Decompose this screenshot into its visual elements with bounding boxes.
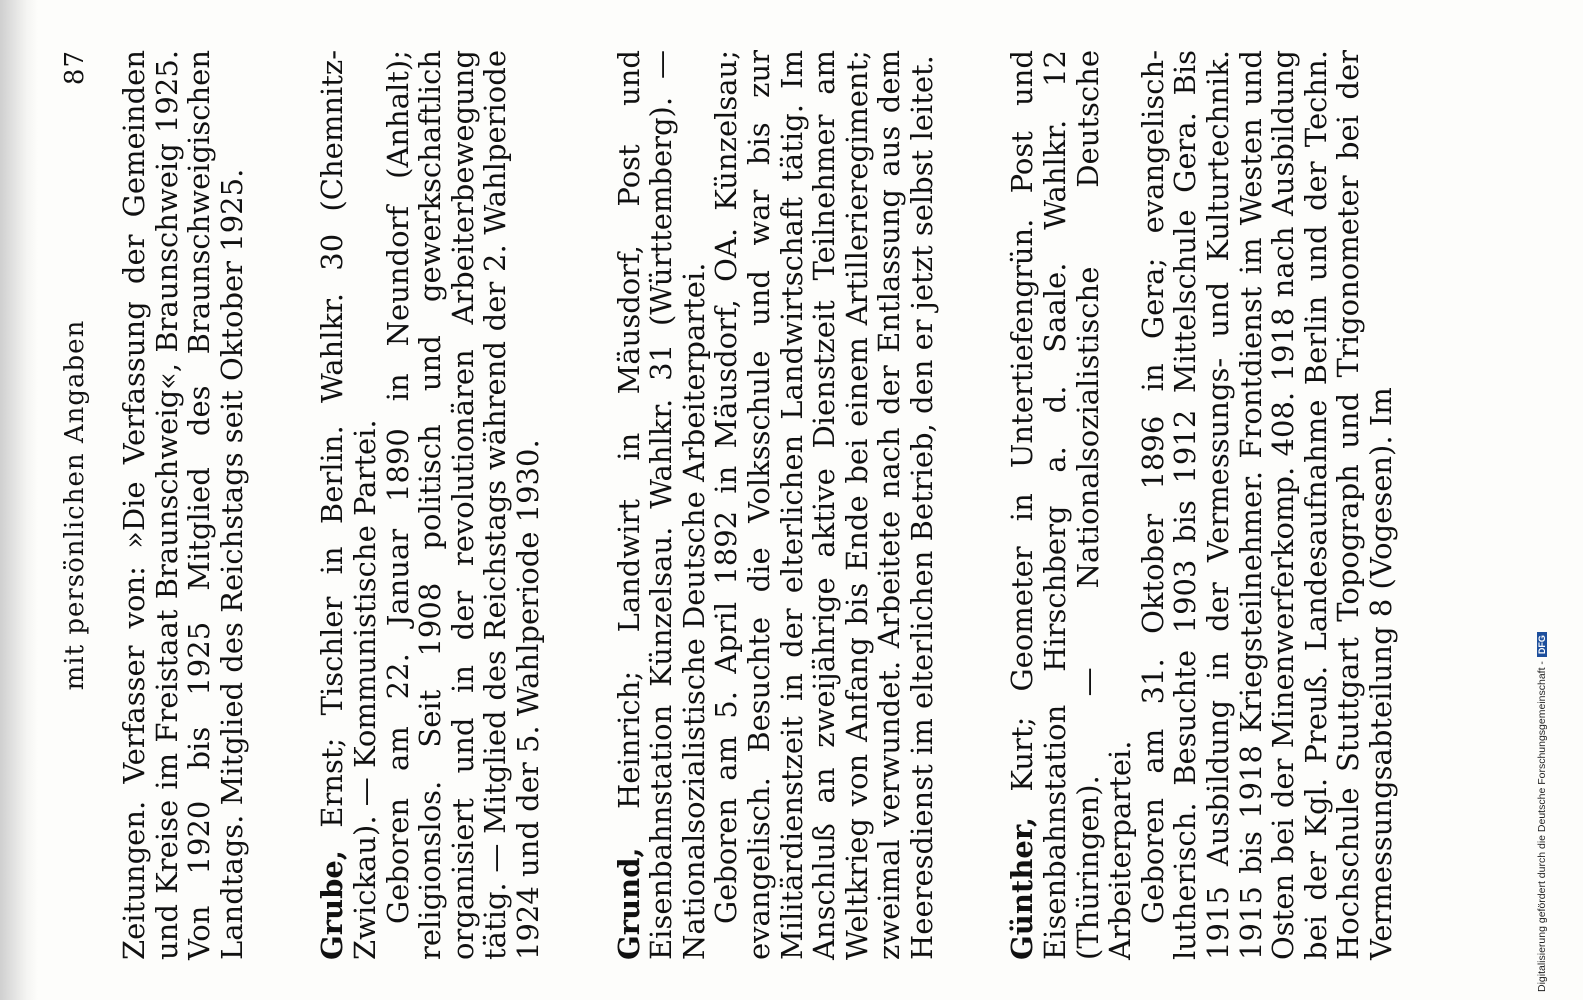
- rotated-text-block: [58, 50, 1518, 960]
- entry-name: Grund,: [611, 847, 646, 960]
- continuation-paragraph: Zeitungen. Verfasser von: »Die Verfassung der Gemeinden und Kreise im Freistaat Braunschweig«, Braunschweig 1925. Von 1920 bis 1925 Mitglied des Braunschweigischen Landtags. Mitglied des Reichstags seit Oktober 1925.: [117, 50, 249, 960]
- entry-body: Geboren am 5. April 1892 in Mäusdorf, OA. Künzelsau; evangelisch. Besuchte die Volksschule und war bis zur Militärdienstzeit in der elterlichen Landwirtschaft tätig. Im Anschluß an zweijährige aktive Dienstzeit Teilnehmer am Weltkrieg von Anfang bis Ende bei einem Artillerieregiment; zweimal verwundet. Arbeitete nach der Entlassung aus dem Heeresdienst im elterlichen Betrieb, den er jetzt selbst leitet.: [709, 50, 939, 960]
- page-body: [118, 50, 1398, 960]
- entry-header: [316, 50, 381, 960]
- biography-entry-guenther: [1006, 50, 1397, 960]
- running-title: mit persönlichen Angaben: [60, 319, 90, 691]
- entry-header-text: Ernst; Tischler in Berlin. Wahlkr. 30 (Chemnitz-Zwickau). — Kommunistische Partei.: [315, 50, 382, 960]
- entry-name: Günther,: [1005, 816, 1040, 960]
- biography-entry-grube: [316, 50, 544, 960]
- entry-header: [1006, 50, 1136, 960]
- entry-header-text: Heinrich; Landwirt in Mäusdorf, Post und Eisenbahnstation Künzelsau. Wahlkr. 31 (Württemberg). — Nationalsozialistische Deutsche Arbeiterpartei.: [611, 50, 711, 960]
- biography-entry-grund: [613, 50, 939, 960]
- entry-name: Grube,: [315, 850, 350, 960]
- digitization-credit: [1536, 632, 1548, 992]
- entry-body: Geboren am 22. Januar 1890 in Neundorf (Anhalt); religionslos. Seit 1908 politisch und gewerkschaftlich organisiert und in der revolutionären Arbeiterbewegung tätig. — Mitglied des Reichstags während der 2. Wahlperiode 1924 und der 5. Wahlperiode 1930.: [380, 50, 545, 960]
- page-edge-shadow: [0, 0, 38, 1000]
- page-number: 87: [60, 50, 90, 86]
- entry-header-text: Kurt; Geometer in Untertiefengrün. Post und Eisenbahnstation Hirschberg a. d. Saale. Wahlkr. 12 (Thüringen). — Nationalsozialistische Deutsche Arbeiterpartei.: [1005, 50, 1138, 960]
- running-head: [58, 50, 102, 960]
- credit-text: Digitalisierung gefördert durch die Deutsche Forschungsgemeinschaft -: [1536, 661, 1548, 992]
- entry-body: Geboren am 31. Oktober 1896 in Gera; evangelisch-lutherisch. Besuchte 1903 bis 1912 Mittelschule Gera. Bis 1915 Ausbildung in der Vermessungs- und Kulturtechnik. 1915 bis 1918 Kriegsteilnehmer. Frontdienst im Westen und Osten bei der Minenwerferkomp. 408. 1918 nach Ausbildung bei der Kgl. Preuß. Landesaufnahme Berlin und der Techn. Hochschule Stuttgart Topograph und Trigonometer bei der Vermessungsabteilung 8 (Vogesen). Im: [1135, 50, 1398, 960]
- dfg-logo: DFG: [1537, 632, 1547, 657]
- entry-header: [613, 50, 711, 960]
